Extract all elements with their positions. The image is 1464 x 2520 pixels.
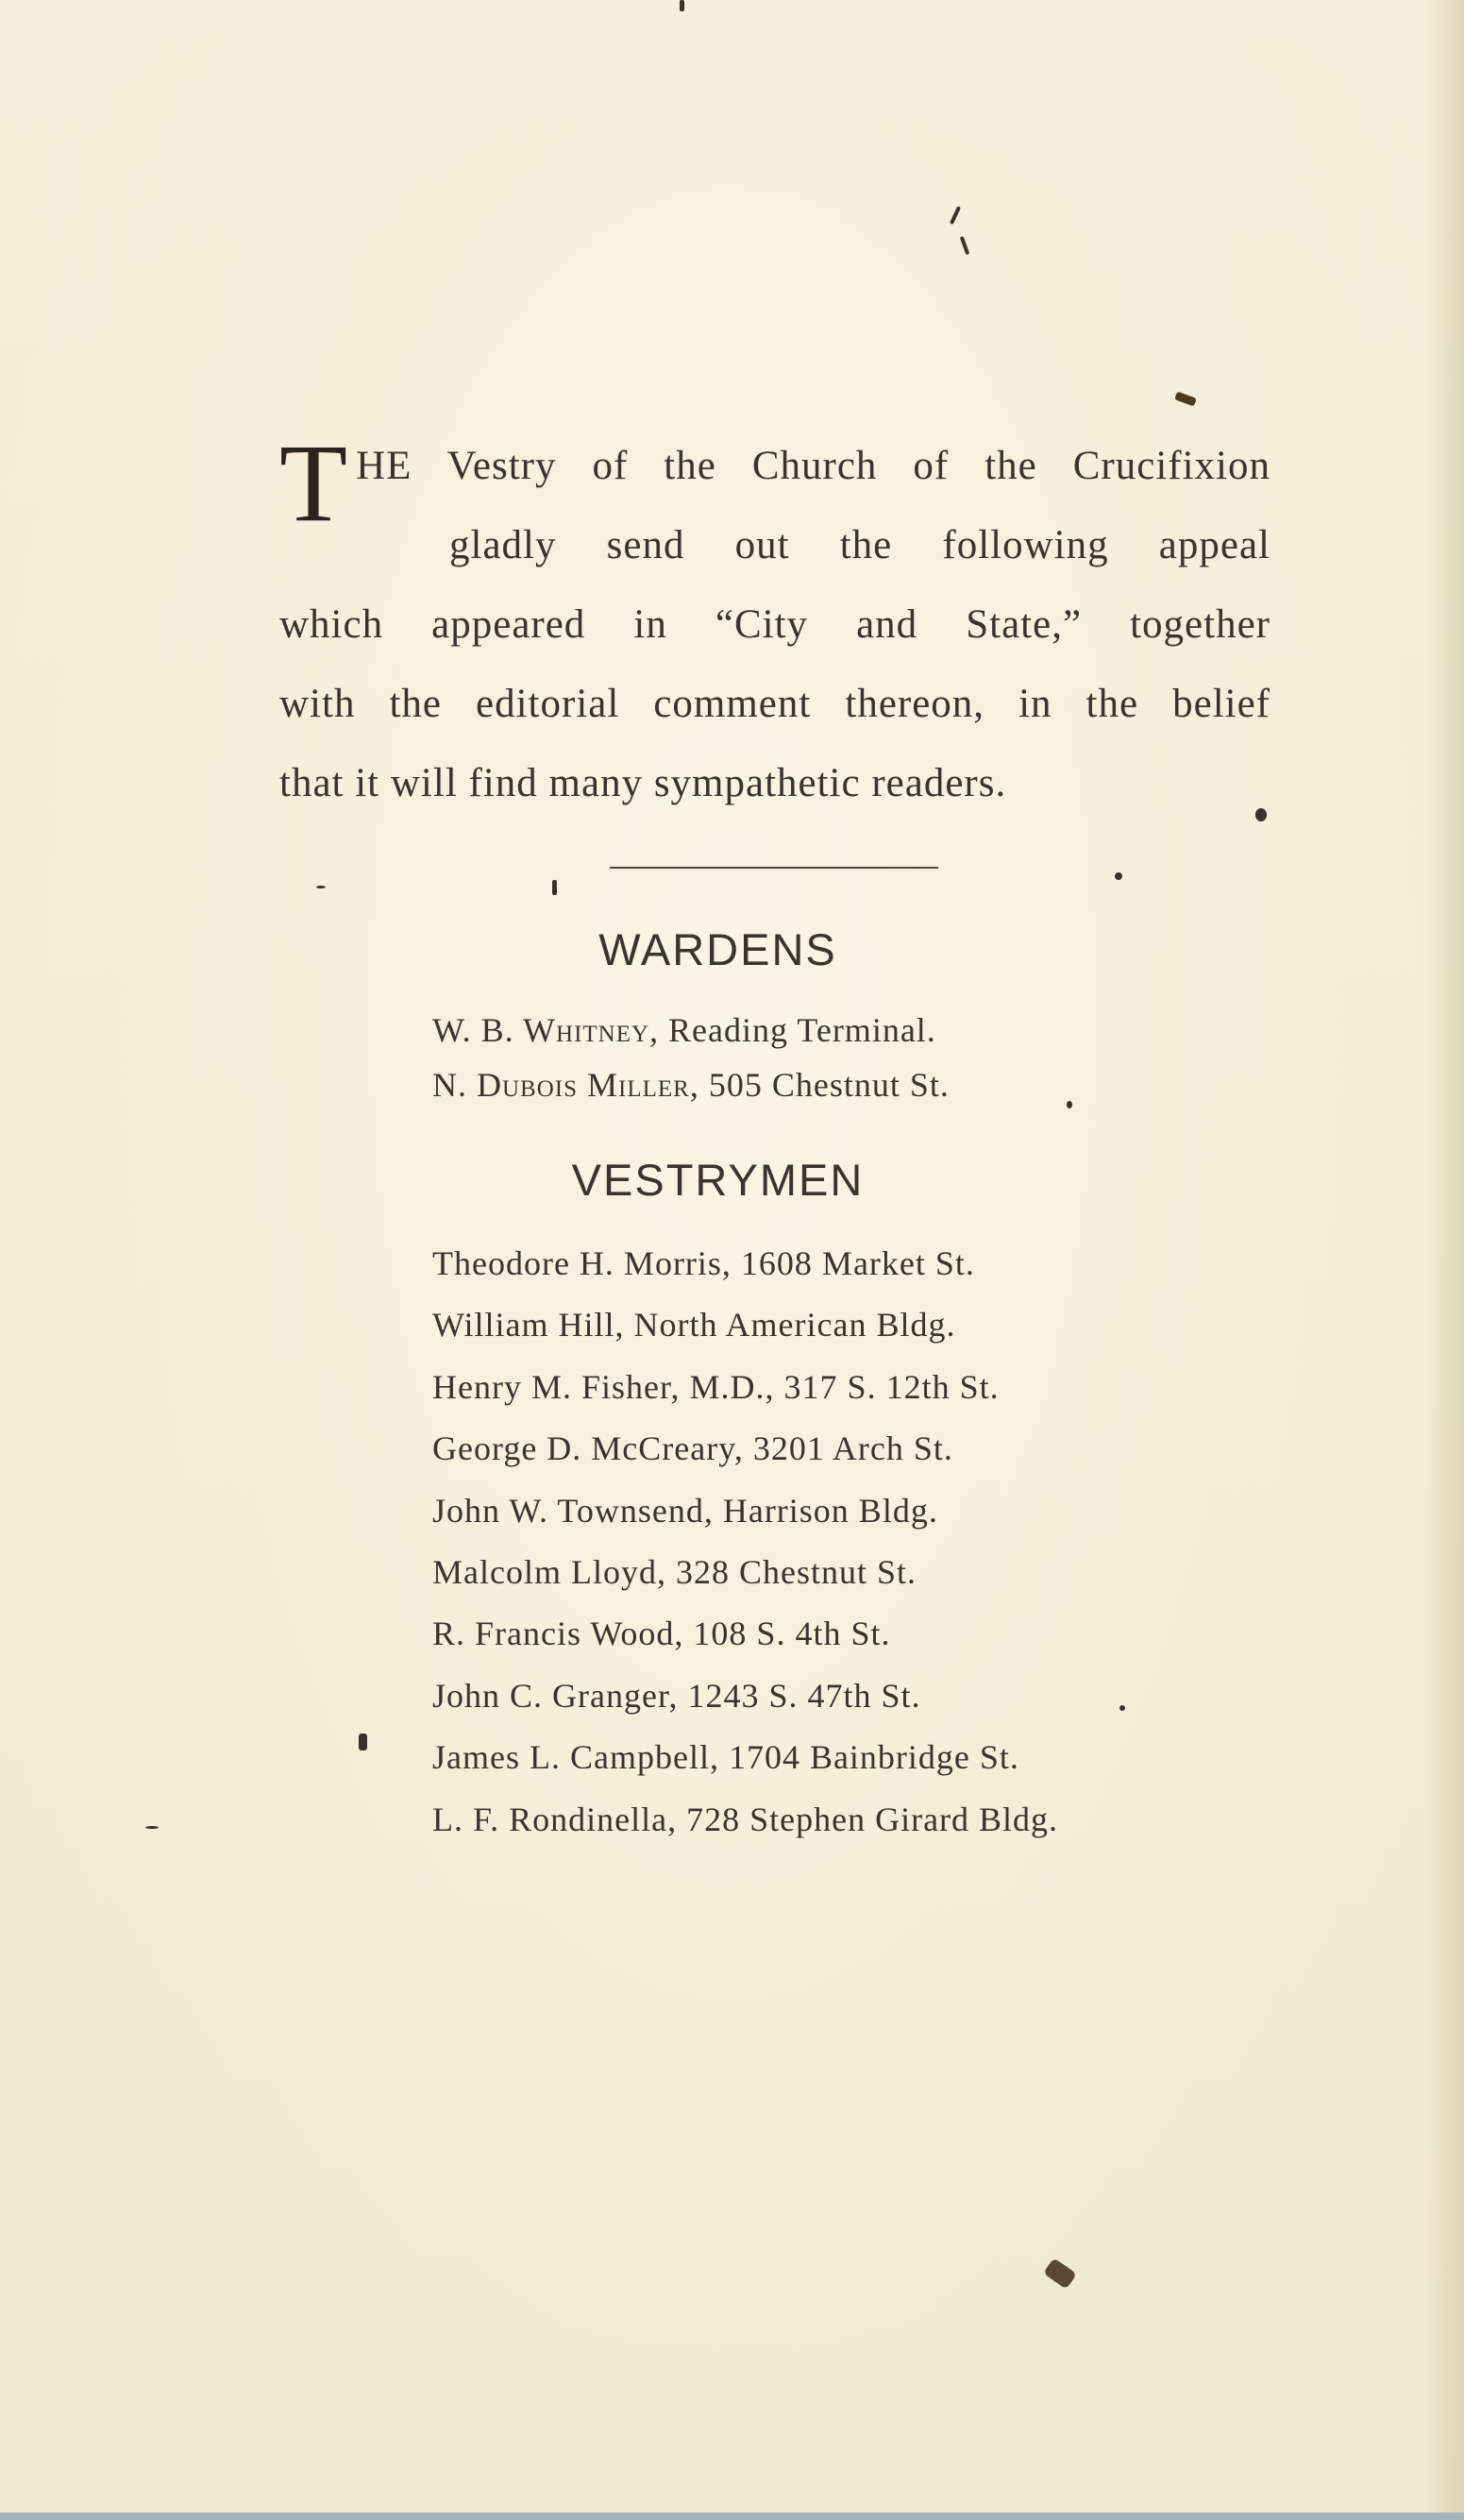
intro-paragraph: [279, 421, 1270, 823]
warden-entry: [432, 1057, 1282, 1112]
paper-speck: [316, 886, 326, 888]
paper-speck: [1043, 2258, 1077, 2290]
vestryman-entry: Malcolm Lloyd, 328 Chestnut St.: [432, 1553, 917, 1592]
drop-cap: T: [279, 421, 349, 545]
vestrymen-list: [432, 1233, 1282, 1851]
wardens-heading: WARDENS: [598, 924, 837, 974]
paper-speck: [145, 1826, 159, 1829]
intro-line: HE Vestry of the Church of the Crucifixion: [356, 444, 1270, 488]
warden-name: W. B. Whitney: [432, 1011, 650, 1049]
wardens-list: [432, 1003, 1282, 1112]
vestryman-entry: Henry M. Fisher, M.D., 317 S. 12th St.: [432, 1367, 1000, 1406]
intro-line: with the editorial comment thereon, in the belief: [279, 682, 1270, 726]
warden-entry: [432, 1003, 1282, 1057]
vestryman-entry: George D. McCreary, 3201 Arch St.: [432, 1429, 953, 1468]
vestrymen-heading: VESTRYMEN: [571, 1155, 865, 1205]
vestryman-entry: William Hill, North American Bldg.: [432, 1306, 956, 1345]
vestryman-entry: John C. Granger, 1243 S. 47th St.: [432, 1676, 921, 1715]
paper-speck: [359, 1734, 367, 1750]
paper-speck: [960, 236, 970, 255]
paper-speck: [950, 206, 961, 225]
vestryman-entry: L. F. Rondinella, 728 Stephen Girard Bldg.: [432, 1800, 1059, 1838]
section-divider: [610, 867, 938, 869]
vestryman-entry: Theodore H. Morris, 1608 Market St.: [432, 1244, 975, 1282]
warden-address: , Reading Terminal.: [649, 1011, 936, 1049]
paper-speck: [680, 0, 684, 11]
paper-edge-shadow: [1426, 0, 1464, 2520]
paper-speck: [1115, 872, 1122, 880]
warden-address: , 505 Chestnut St.: [689, 1066, 950, 1104]
vestryman-entry: James L. Campbell, 1704 Bainbridge St.: [432, 1738, 1019, 1777]
intro-line: that it will find many sympathetic readers.: [279, 761, 1007, 805]
paper-speck: [1174, 392, 1197, 407]
paper-bottom-edge: [0, 2512, 1464, 2520]
intro-line: gladly send out the following appeal: [449, 523, 1270, 567]
vestryman-entry: R. Francis Wood, 108 S. 4th St.: [432, 1615, 891, 1653]
intro-line: which appeared in “City and State,” together: [279, 602, 1270, 647]
vestryman-entry: John W. Townsend, Harrison Bldg.: [432, 1491, 938, 1530]
paper-speck: [552, 880, 557, 895]
warden-name: N. Dubois Miller: [432, 1066, 690, 1104]
